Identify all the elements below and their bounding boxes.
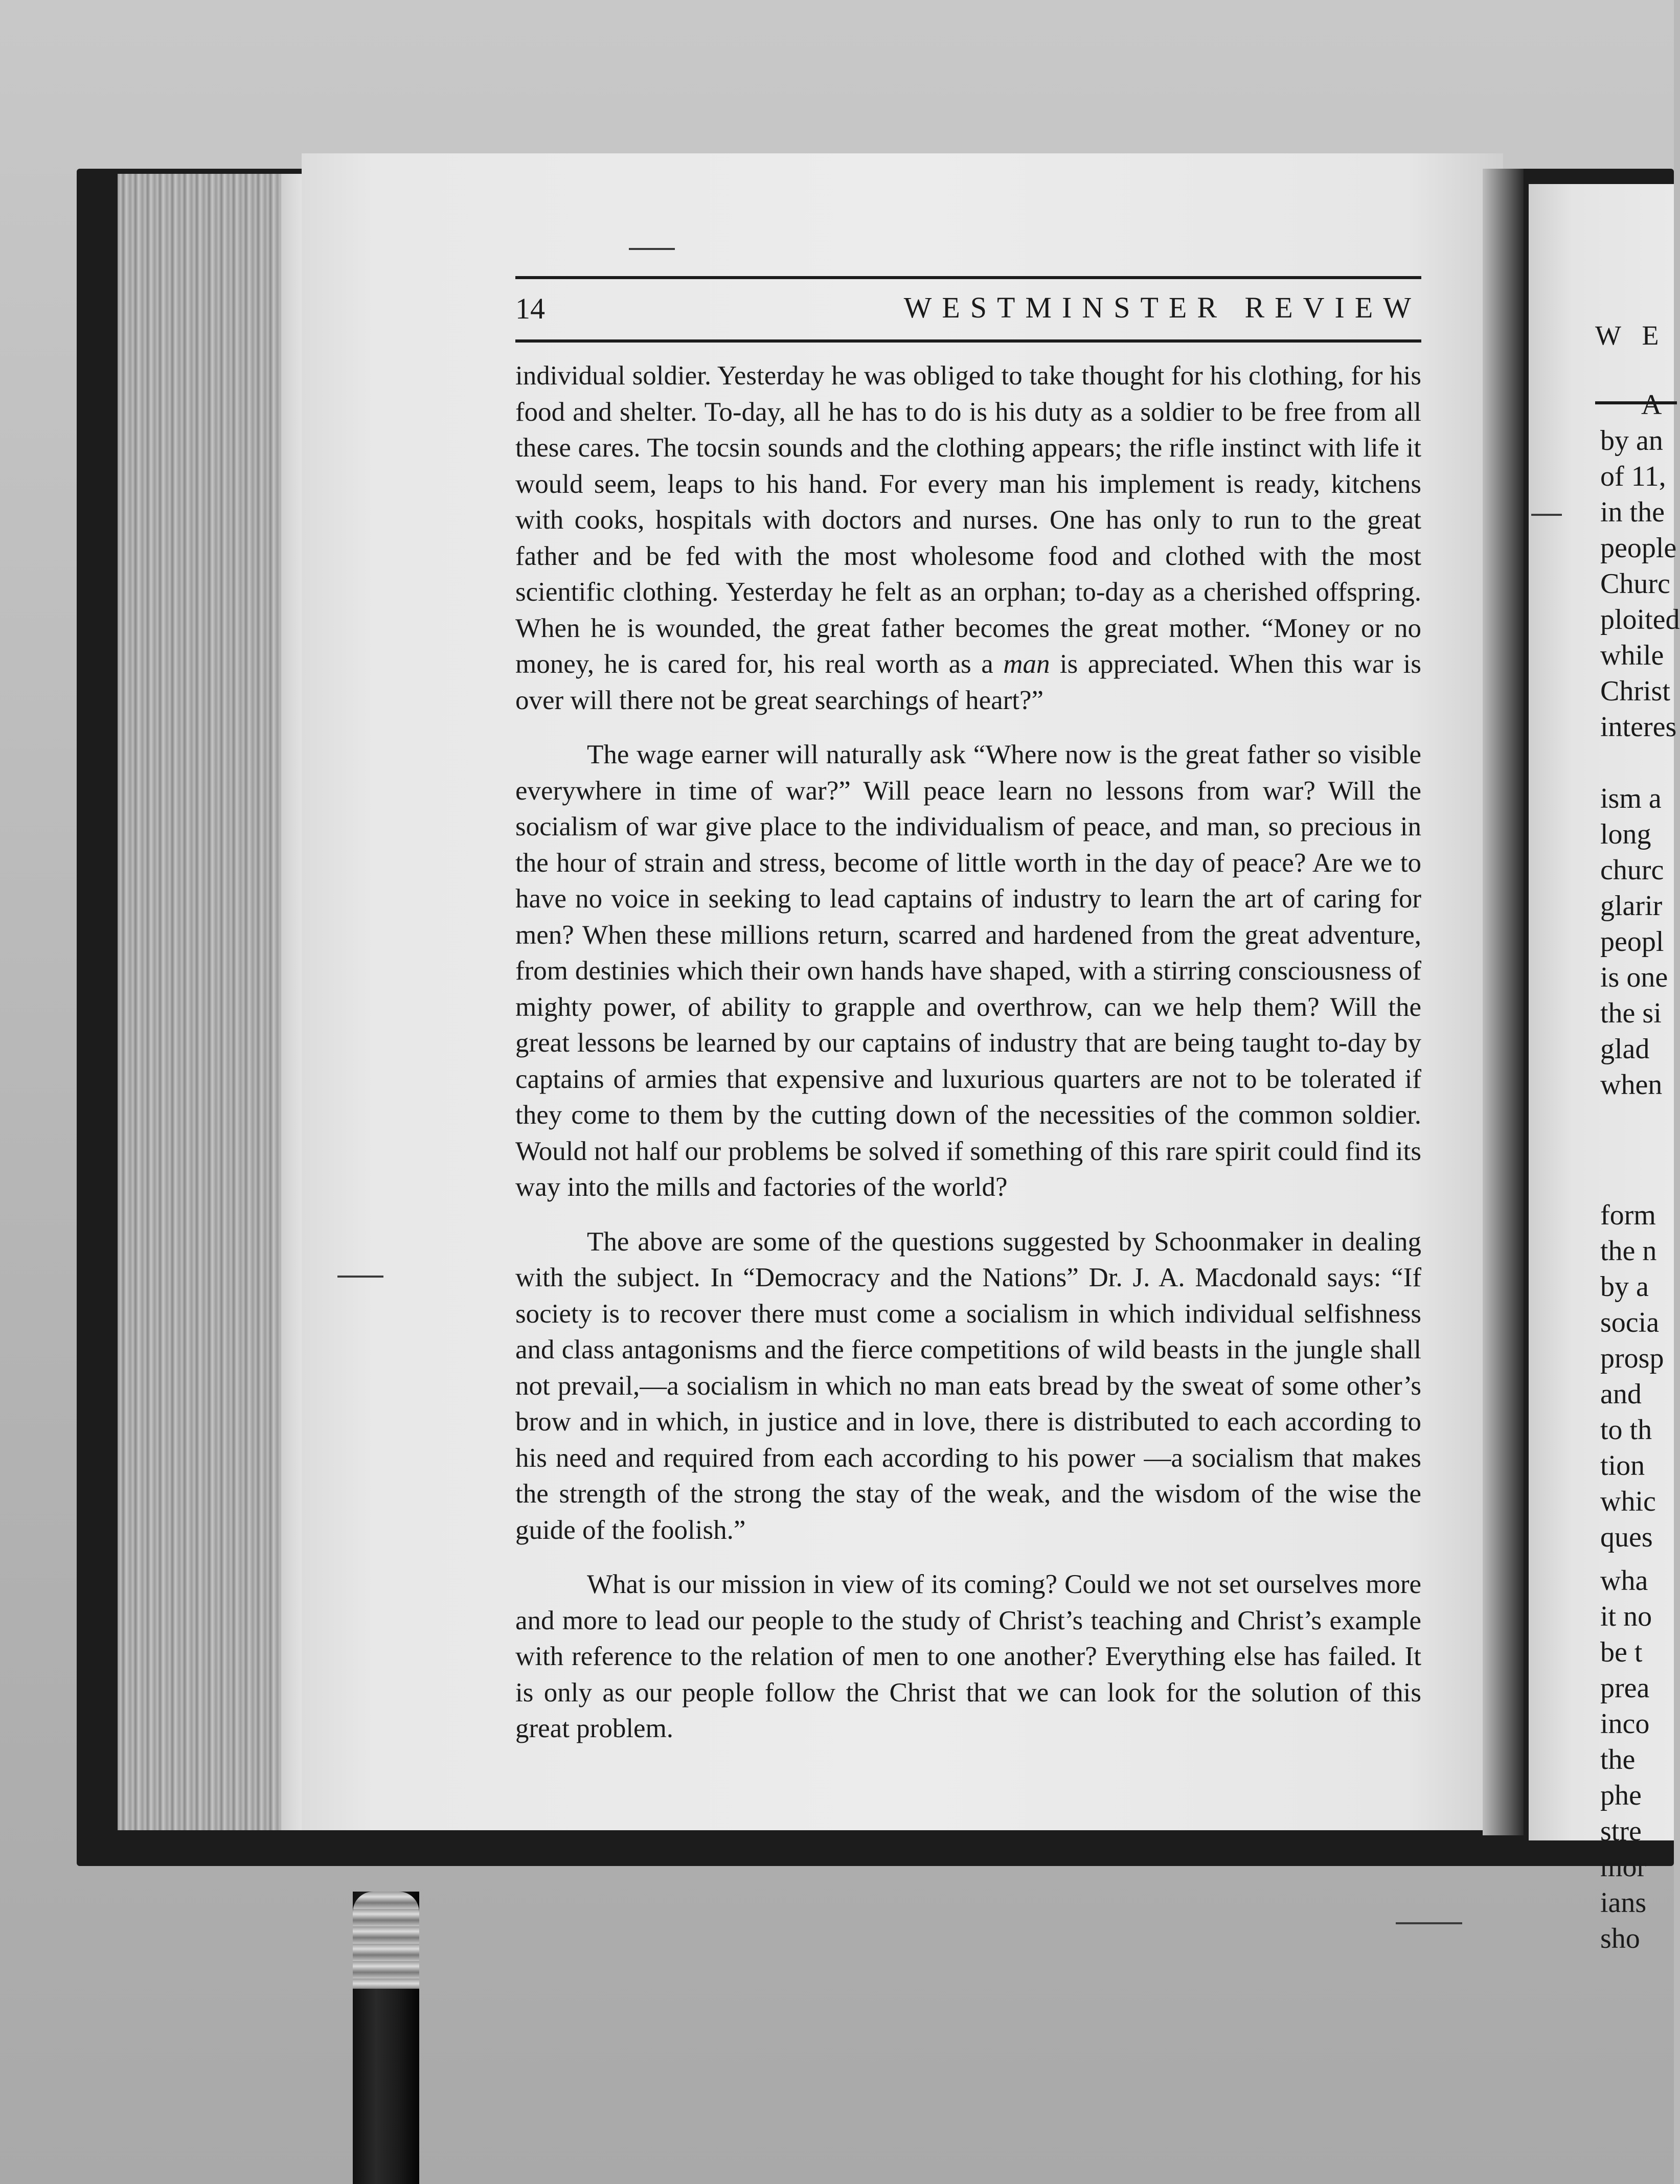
facing-page-line: long xyxy=(1600,818,1651,850)
facing-page-line: it no xyxy=(1600,1601,1652,1632)
facing-page-line: sho xyxy=(1600,1923,1640,1954)
paragraph-1-emphasis: man xyxy=(1003,649,1050,679)
pencil-ferrule xyxy=(353,1892,419,1989)
facing-page-line: stre xyxy=(1600,1815,1642,1847)
facing-page-line: while xyxy=(1600,640,1664,671)
page-edges xyxy=(118,174,302,1830)
book-gutter xyxy=(1483,169,1524,1835)
facing-page-line: tion xyxy=(1600,1450,1645,1482)
facing-page-line: interes xyxy=(1600,711,1677,743)
facing-page-line: when xyxy=(1600,1069,1663,1101)
facing-page-line: A xyxy=(1641,389,1662,421)
facing-page-line: mor xyxy=(1600,1851,1647,1883)
running-head: WESTMINSTER REVIEW xyxy=(903,291,1421,324)
facing-page-line: ques xyxy=(1600,1521,1653,1553)
facing-page-line: churc xyxy=(1600,854,1664,886)
facing-page-running-head: W E xyxy=(1595,320,1666,351)
stray-mark xyxy=(337,1276,383,1278)
facing-page-line: in the xyxy=(1600,496,1665,528)
paragraph-2: The wage earner will naturally ask “Where now is the great father so visible everywhere in time of war?” Will peace learn no lessons from war? Will the socialism of war give place to the individualism of peace, and man, so precious in the hour of strain and stress, become of little worth in the day of peace? Are we to have no voice in seeking to lead captains of industry to learn the art of caring for men? When these millions return, scarred and hardened from the great adventure, from destinies which their own hands have shaped, with a stirring consciousness of mighty power, of ability to grapple and overthrow, can we help them? Will the great lessons be learned by our captains of industry that are being taught to-day by captains of armies that expensive and luxurious quarters are not to be tolerated if they come to them by the cutting down of the necessities of the common soldier. Would not half our problems be solved if something of this rare spirit could find its way into the mills and factories of the world? xyxy=(515,740,1421,1202)
facing-page-line: prea xyxy=(1600,1672,1650,1704)
facing-page-line: and xyxy=(1600,1378,1642,1410)
facing-page-line: by a xyxy=(1600,1271,1649,1303)
facing-page-line: Christ xyxy=(1600,675,1670,707)
paragraph-1-text: individual soldier. Yesterday he was obliged to take thought for his clothing, for his food and shelter. To-day, all he has to do is his duty as a soldier to be free from all these cares. The tocsin sounds and the clothing appears; the rifle instinct with life it would seem, leaps to his hand. For every man his implement is ready, kitchens with cooks, hospitals with doctors and nurses. One has only to run to the great father and be fed with the most wholesome food and clothed with the most scientific clothing. Yesterday he felt as an orphan; to-day as a cherished offspring. When he is wounded, the great father becomes the great mother. “Money or no money, he is cared for, his real worth as a xyxy=(515,361,1421,679)
paragraph-4: What is our mission in view of its coming? Could we not set ourselves more and more to lead our people to the study of Christ’s teaching and Christ’s example with reference to the relation of men to one another? Everything else has failed. It is only as our people follow the Christ that we can look for the solution of this great problem. xyxy=(515,1569,1421,1743)
facing-page-line: ism a xyxy=(1600,783,1662,814)
facing-page-line: Churc xyxy=(1600,568,1670,600)
facing-page-line: peopl xyxy=(1600,926,1664,958)
facing-page-line: wha xyxy=(1600,1565,1648,1597)
stray-mark xyxy=(629,248,675,250)
facing-page-rule xyxy=(1595,401,1677,404)
facing-page-line: form xyxy=(1600,1199,1656,1231)
facing-page-line: the xyxy=(1600,1744,1636,1776)
facing-page-line: people xyxy=(1600,532,1677,564)
facing-page-line: glad xyxy=(1600,1033,1650,1065)
facing-page-line: glarir xyxy=(1600,890,1663,922)
paragraph-3: The above are some of the questions suggested by Schoonmaker in dealing with the subject. In “Democracy and the Nations” Dr. J. A. Macdonald says: “If society is to recover there must come a socialism in which individual selfishness and class antagonisms and the fierce competitions of wild beasts in the jungle shall not prevail,—a socialism in which no man eats bread by the sweat of some other’s brow and in which, in justice and in love, there is distributed to each according to his need and required from each according to his power —a socialism that makes the strength of the strong the stay of the weak, and the wisdom of the wise the guide of the foolish.” xyxy=(515,1226,1421,1545)
facing-page-line: inco xyxy=(1600,1708,1650,1740)
facing-page-line: be t xyxy=(1600,1636,1643,1668)
header-rule-bottom xyxy=(515,339,1421,343)
facing-page-line: the n xyxy=(1600,1235,1657,1267)
stray-mark xyxy=(1531,514,1562,516)
facing-page-line: ians xyxy=(1600,1887,1647,1919)
facing-page xyxy=(1529,184,1680,1954)
page-body xyxy=(515,358,1421,1747)
facing-page-line: whic xyxy=(1600,1486,1656,1517)
facing-page-line: prosp xyxy=(1600,1343,1664,1374)
facing-page-line: by an xyxy=(1600,425,1663,457)
facing-page-line: to th xyxy=(1600,1414,1652,1446)
paragraph-1 xyxy=(515,358,1421,718)
stray-mark xyxy=(1396,1922,1462,1924)
facing-page-line: phe xyxy=(1600,1780,1642,1811)
facing-page-line: socia xyxy=(1600,1307,1660,1338)
page-header xyxy=(515,276,1421,348)
facing-page-line: the si xyxy=(1600,997,1662,1029)
page-number: 14 xyxy=(515,292,545,325)
paragraph-1-text-after: is appreciated. When this war is over will there not be great searchings of heart?” xyxy=(515,649,1421,715)
facing-page-line: of 11, xyxy=(1600,461,1666,492)
header-rule-top xyxy=(515,276,1421,279)
facing-page-line: is one xyxy=(1600,962,1668,993)
facing-page-line: ploited xyxy=(1600,604,1680,635)
